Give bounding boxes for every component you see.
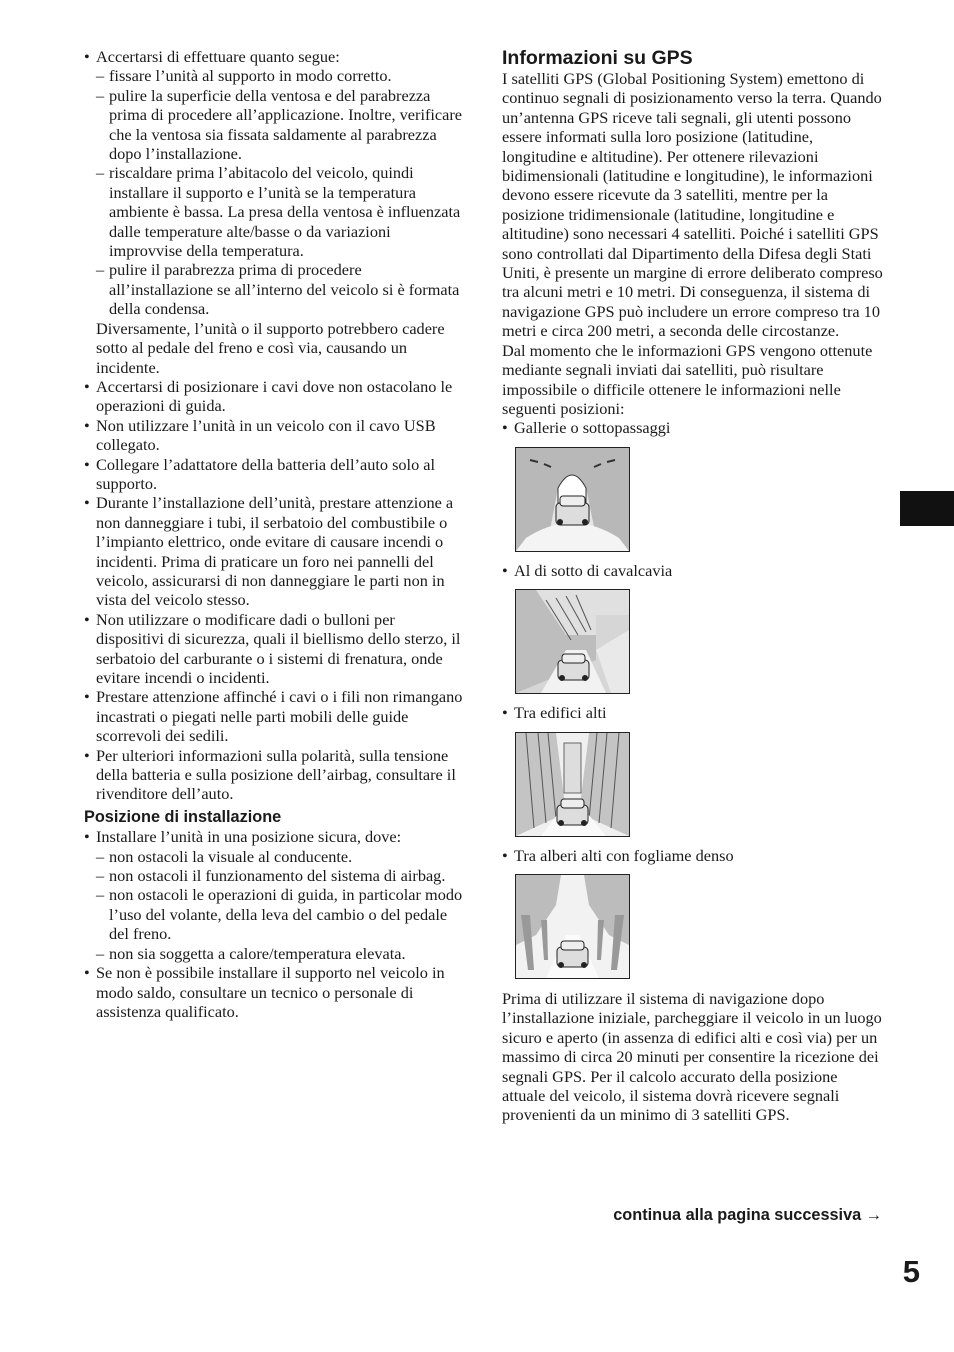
- continue-note: continua alla pagina successiva →: [613, 1206, 882, 1224]
- location-list: [502, 703, 884, 722]
- installation-list-2: [84, 963, 464, 1021]
- location-list: [502, 846, 884, 865]
- buildings-illustration: [515, 732, 630, 837]
- list-item: • Non utilizzare l’unità in un veicolo con il cavo USB collegato.: [84, 416, 464, 455]
- section-tab: [900, 491, 954, 526]
- installation-sublist: [84, 847, 464, 963]
- location-overpass: • Al di sotto di cavalcavia: [502, 561, 884, 580]
- list-item: • Accertarsi di posizionare i cavi dove non ostacolano le operazioni di guida.: [84, 377, 464, 416]
- precautions-sublist: [84, 66, 464, 318]
- location-tunnel: • Gallerie o sottopassaggi: [502, 418, 884, 437]
- gps-paragraph-1: I satelliti GPS (Global Positioning System) emettono di continuo segnali di posizionamento verso la terra. Quando un’antenna GPS riceve tali segnali, gli utenti possono essere informati sulla loro posizione (latitudine, longitudine e altitudine). Per ottenere rilevazioni bidimensionali (latitudine e longitudine), le informazioni devono essere ricevute da 3 satelliti, mentre per la posizione tridimensionale (latitudine, longitudine e altitudine) sono necessari 4 satelliti. Poiché i satelliti GPS sono controllati dal Dipartimento della Difesa degli Stati Uniti, è presente un margine di errore deliberato compreso tra alcuni metri e 10 metri. Di conseguenza, il sistema di navigazione GPS può includere un errore compreso tra 10 metri e circa 200 metri, a seconda delle circostanze.: [502, 69, 883, 341]
- list-item: – non ostacoli la visuale al conducente.: [84, 847, 464, 866]
- left-column: [84, 47, 464, 1021]
- location-list: [502, 561, 884, 580]
- list-item: • Non utilizzare o modificare dadi o bulloni per dispositivi di sicurezza, quali il biellismo dello sterzo, il serbatoio del carburante o i sistemi di frenatura, onde evitare incendi o incidenti.: [84, 610, 464, 688]
- list-item: – fissare l’unità al supporto in modo corretto.: [84, 66, 464, 85]
- list-item: – pulire la superficie della ventosa e del parabrezza prima di procedere all’applicazione. Inoltre, verificare che la ventosa sia fissata saldamente al parabrezza dopo l’installazione.: [84, 86, 464, 164]
- precautions-list-2: [84, 377, 464, 804]
- list-item: • Durante l’installazione dell’unità, prestare attenzione a non danneggiare i tubi, il serbatoio del combustibile o l’impianto elettrico, onde evitare di causare incendi o incidenti. Prima di praticare un foro nei pannelli del veicolo, assicurarsi di non danneggiare le parti non in vista del veicolo stesso.: [84, 493, 464, 609]
- tunnel-illustration: [515, 447, 630, 552]
- list-item: • Accertarsi di effettuare quanto segue:: [84, 47, 464, 66]
- trees-illustration: [515, 874, 630, 979]
- continuation-text: Diversamente, l’unità o il supporto potrebbero cadere sotto al pedale del freno e così via, causando un incidente.: [96, 318, 445, 377]
- location-buildings: • Tra edifici alti: [502, 703, 884, 722]
- list-item: • Per ulteriori informazioni sulla polarità, sulla tensione della batteria e sulla posizione dell’airbag, consultare il rivenditore dell’auto.: [84, 746, 464, 804]
- list-item: • Installare l’unità in una posizione sicura, dove:: [84, 827, 464, 846]
- gps-paragraph-3: Prima di utilizzare il sistema di navigazione dopo l’installazione iniziale, parcheggiare il veicolo in un luogo sicuro e aperto (in assenza di edifici alti e così via) per un massimo di circa 20 minuti per consentire la ricezione dei segnali GPS. Per il calcolo accurato della posizione attuale del veicolo, il sistema dovrà ricevere segnali provenienti da un minimo di 3 satelliti GPS.: [502, 988, 882, 1125]
- installation-list: [84, 827, 464, 846]
- installation-heading: Posizione di installazione: [84, 807, 282, 826]
- location-list: [502, 418, 884, 437]
- right-column: [502, 47, 884, 1125]
- list-item: – pulire il parabrezza prima di procedere all’installazione se all’interno del veicolo si è formata della condensa.: [84, 260, 464, 318]
- list-item: • Prestare attenzione affinché i cavi o i fili non rimangano incastrati o piegati nelle parti mobili delle guide scorrevoli dei sedili.: [84, 687, 464, 745]
- gps-paragraph-2: Dal momento che le informazioni GPS vengono ottenute mediante segnali inviati dai satelliti, può risultare impossibile o difficile ottenere le informazioni nelle seguenti posizioni:: [502, 340, 873, 418]
- list-item: • Se non è possibile installare il supporto nel veicolo in modo saldo, consultare un tecnico o personale di assistenza qualificato.: [84, 963, 464, 1021]
- gps-heading: Informazioni su GPS: [502, 47, 693, 69]
- list-item: • Collegare l’adattatore della batteria dell’auto solo al supporto.: [84, 455, 464, 494]
- location-trees: • Tra alberi alti con fogliame denso: [502, 846, 884, 865]
- precautions-list: [84, 47, 464, 66]
- overpass-illustration: [515, 589, 630, 694]
- list-item: – non ostacoli il funzionamento del sistema di airbag.: [84, 866, 464, 885]
- list-item: – non sia soggetta a calore/temperatura elevata.: [84, 944, 464, 963]
- list-item: – non ostacoli le operazioni di guida, in particolar modo l’uso del volante, della leva del cambio o del pedale del freno.: [84, 885, 464, 943]
- page-number: 5: [902, 1254, 920, 1289]
- list-item: – riscaldare prima l’abitacolo del veicolo, quindi installare il supporto e l’unità se la temperatura ambiente è bassa. La presa della ventosa è influenzata dalle temperature alte/basse o da variazioni improvvise della temperatura.: [84, 163, 464, 260]
